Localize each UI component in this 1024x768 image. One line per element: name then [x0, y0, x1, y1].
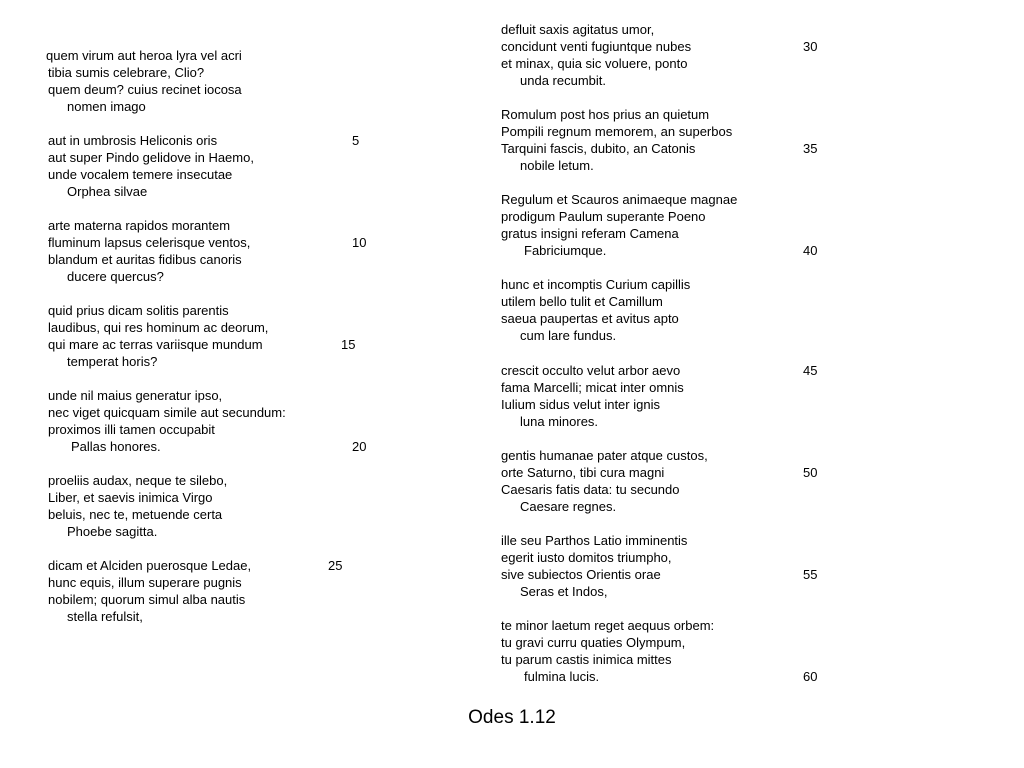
verse-line: blandum et auritas fidibus canoris	[48, 252, 242, 267]
verse-line: sive subiectos Orientis orae	[501, 567, 661, 582]
verse-line: unda recumbit.	[520, 73, 606, 88]
verse-line: nec viget quicquam simile aut secundum:	[48, 405, 286, 420]
verse-line: fulmina lucis.	[524, 669, 600, 684]
verse-line: proximos illi tamen occupabit	[48, 422, 215, 437]
verse-line: utilem bello tulit et Camillum	[501, 294, 663, 309]
verse-line: Caesare regnes.	[520, 499, 617, 514]
verse-line: et minax, quia sic voluere, ponto	[501, 56, 688, 71]
verse-line: Caesaris fatis data: tu secundo	[501, 482, 680, 497]
verse-line: aut in umbrosis Heliconis oris	[48, 133, 218, 148]
verse-line: defluit saxis agitatus umor,	[501, 22, 655, 37]
verse-line: quid prius dicam solitis parentis	[48, 303, 229, 318]
line-number: 35	[803, 141, 818, 156]
verse-line: Pallas honores.	[71, 439, 161, 454]
line-number: 25	[328, 558, 343, 573]
line-number: 15	[341, 337, 356, 352]
verse-line: egerit iusto domitos triumpho,	[501, 550, 672, 565]
verse-line: orte Saturno, tibi cura magni	[501, 465, 665, 480]
verse-line: Pompili regnum memorem, an superbos	[501, 124, 733, 139]
verse-line: gentis humanae pater atque custos,	[501, 448, 708, 463]
verse-line: unde nil maius generatur ipso,	[48, 388, 223, 403]
verse-line: beluis, nec te, metuende certa	[48, 507, 223, 522]
verse-line: laudibus, qui res hominum ac deorum,	[48, 320, 269, 335]
verse-line: Romulum post hos prius an quietum	[501, 107, 710, 122]
verse-line: quem deum? cuius recinet iocosa	[48, 82, 242, 97]
line-number: 55	[803, 567, 818, 582]
verse-line: Seras et Indos,	[520, 584, 608, 599]
verse-line: hunc et incomptis Curium capillis	[501, 277, 691, 292]
line-number: 20	[352, 439, 367, 454]
line-number: 40	[803, 243, 818, 258]
line-number: 30	[803, 39, 818, 54]
verse-line: Orphea silvae	[67, 184, 148, 199]
verse-line: tibia sumis celebrare, Clio?	[48, 65, 205, 80]
verse-line: tu parum castis inimica mittes	[501, 652, 672, 667]
verse-line: nobilem; quorum simul alba nautis	[48, 592, 246, 607]
verse-line: nobile letum.	[520, 158, 594, 173]
verse-line: quem virum aut heroa lyra vel acri	[46, 48, 242, 63]
verse-line: gratus insigni referam Camena	[501, 226, 679, 241]
verse-line: temperat horis?	[67, 354, 158, 369]
verse-line: proeliis audax, neque te silebo,	[48, 473, 228, 488]
verse-line: dicam et Alciden puerosque Ledae,	[48, 558, 252, 573]
verse-line: prodigum Paulum superante Poeno	[501, 209, 706, 224]
verse-line: stella refulsit,	[67, 609, 143, 624]
line-number: 10	[352, 235, 367, 250]
verse-line: te minor laetum reget aequus orbem:	[501, 618, 715, 633]
verse-line: Fabriciumque.	[524, 243, 607, 258]
verse-line: aut super Pindo gelidove in Haemo,	[48, 150, 254, 165]
verse-line: fluminum lapsus celerisque ventos,	[48, 235, 251, 250]
verse-line: ducere quercus?	[67, 269, 164, 284]
verse-line: Iulium sidus velut inter ignis	[501, 397, 660, 412]
page-title: Odes 1.12	[468, 707, 556, 728]
verse-line: qui mare ac terras variisque mundum	[48, 337, 263, 352]
verse-line: cum lare fundus.	[520, 328, 617, 343]
line-number: 60	[803, 669, 818, 684]
verse-line: unde vocalem temere insecutae	[48, 167, 233, 182]
line-number: 5	[352, 133, 360, 148]
verse-line: crescit occulto velut arbor aevo	[501, 363, 681, 378]
verse-line: Phoebe sagitta.	[67, 524, 158, 539]
verse-line: ille seu Parthos Latio imminentis	[501, 533, 688, 548]
line-number: 50	[803, 465, 818, 480]
verse-line: fama Marcelli; micat inter omnis	[501, 380, 684, 395]
verse-line: Tarquini fascis, dubito, an Catonis	[501, 141, 696, 156]
verse-line: tu gravi curru quaties Olympum,	[501, 635, 686, 650]
verse-line: Regulum et Scauros animaeque magnae	[501, 192, 738, 207]
verse-line: Liber, et saevis inimica Virgo	[48, 490, 213, 505]
verse-line: saeua paupertas et avitus apto	[501, 311, 679, 326]
verse-line: hunc equis, illum superare pugnis	[48, 575, 242, 590]
verse-line: nomen imago	[67, 99, 146, 114]
verse-line: arte materna rapidos morantem	[48, 218, 231, 233]
line-number: 45	[803, 363, 818, 378]
verse-line: concidunt venti fugiuntque nubes	[501, 39, 692, 54]
verse-line: luna minores.	[520, 414, 599, 429]
